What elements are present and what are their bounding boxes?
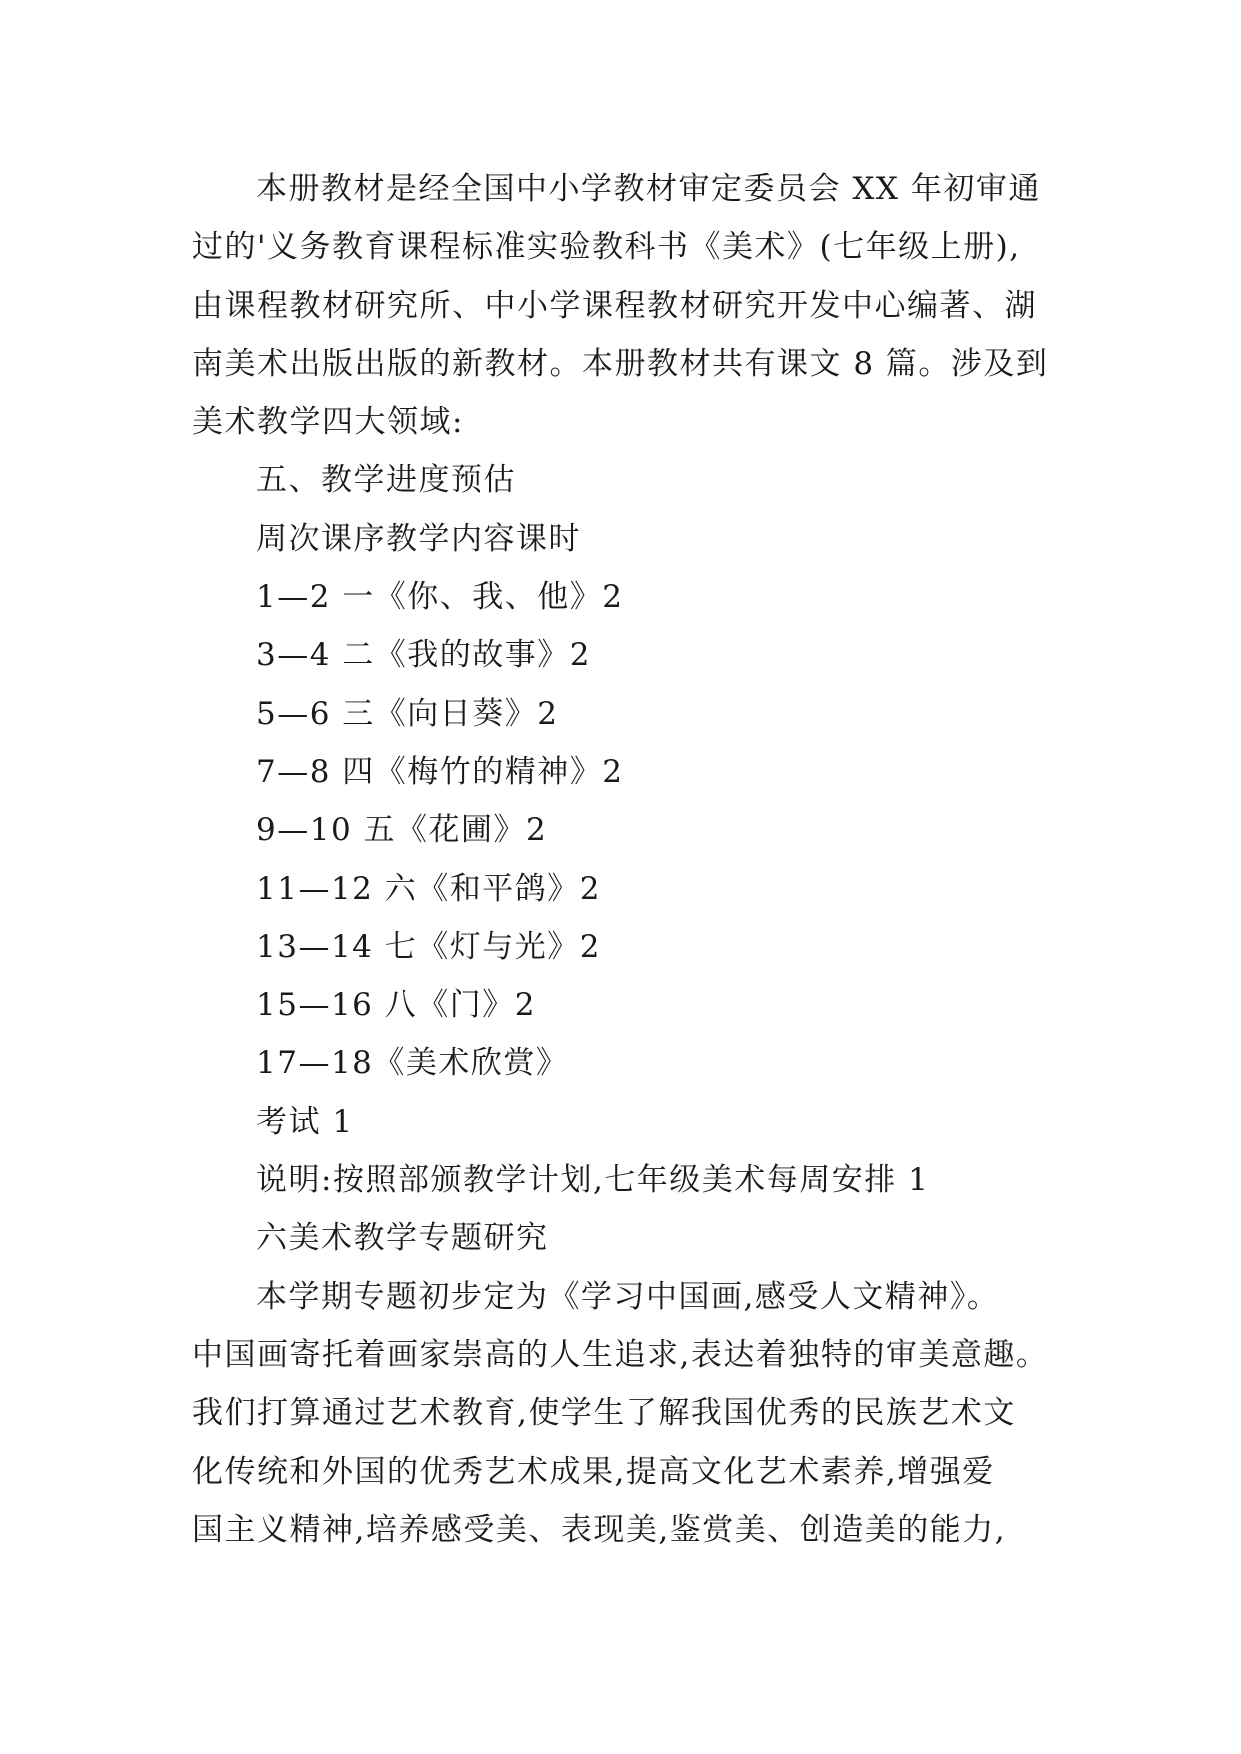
schedule-row: 9—10 五《花圃》2 [256, 812, 548, 849]
intro-line: 由课程教材研究所、中小学课程教材研究开发中心编著、湖 [192, 287, 1037, 324]
intro-line: 本册教材是经全国中小学教材审定委员会 XX 年初审通 [256, 171, 1041, 207]
schedule-note: 说明:按照部颁教学计划,七年级美术每周安排 1 [256, 1162, 930, 1199]
schedule-row: 1—2 一《你、我、他》2 [256, 579, 624, 616]
schedule-row: 13—14 七《灯与光》2 [256, 928, 601, 965]
research-line: 中国画寄托着画家崇高的人生追求,表达着独特的审美意趣。 [192, 1336, 1049, 1373]
intro-paragraph [192, 160, 1052, 451]
schedule-row: 3—4 二《我的故事》2 [256, 637, 592, 674]
schedule-row: 5—6 三《向日葵》2 [256, 695, 559, 732]
section-heading: 六美术教学专题研究 [256, 1220, 549, 1257]
schedule-row: 15—16 八《门》2 [256, 987, 536, 1024]
section-heading: 五、教学进度预估 [256, 462, 516, 499]
research-line: 化传统和外国的优秀艺术成果,提高文化艺术素养,增强爱 [192, 1453, 995, 1490]
schedule-row: 11—12 六《和平鸽》2 [256, 870, 601, 907]
schedule-row: 17—18《美术欣赏》 [256, 1045, 569, 1082]
intro-line: 过的'义务教育课程标准实验教科书《美术》(七年级上册), [192, 229, 1021, 266]
schedule-table-header: 周次课序教学内容课时 [256, 520, 581, 557]
schedule-row: 考试 1 [256, 1103, 354, 1140]
schedule-section [192, 451, 1052, 1209]
schedule-row: 7—8 四《梅竹的精神》2 [256, 753, 624, 790]
research-line: 本学期专题初步定为《学习中国画,感受人文精神》。 [256, 1278, 1000, 1315]
intro-line: 美术教学四大领域: [192, 404, 464, 441]
document-body [192, 160, 1052, 1559]
research-section [192, 1209, 1052, 1559]
intro-line: 南美术出版出版的新教材。本册教材共有课文 8 篇。涉及到 [192, 345, 1049, 382]
research-line: 我们打算通过艺术教育,使学生了解我国优秀的民族艺术文 [192, 1395, 1016, 1432]
research-line: 国主义精神,培养感受美、表现美,鉴赏美、创造美的能力, [192, 1511, 1007, 1548]
